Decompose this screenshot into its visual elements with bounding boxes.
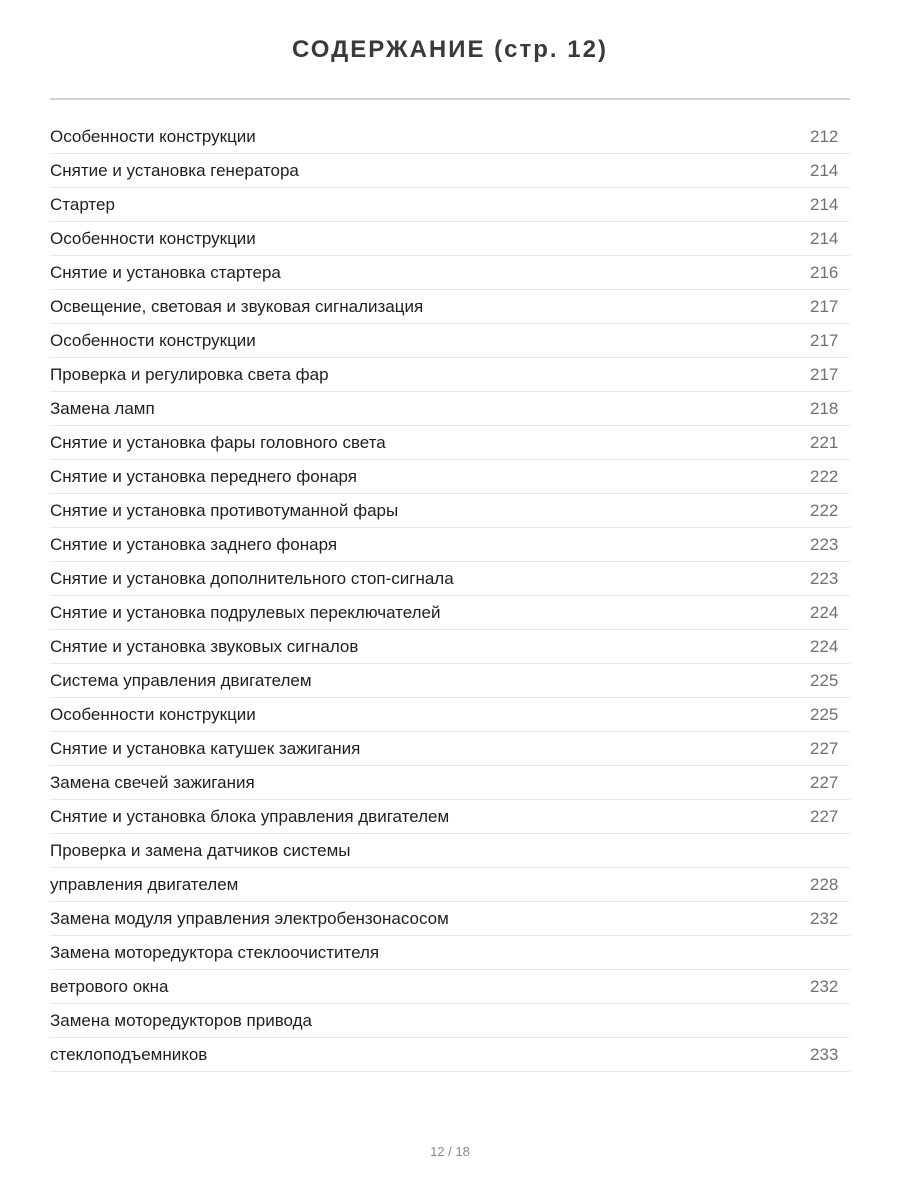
toc-entry-page-number: 214 xyxy=(810,228,839,248)
toc-entry-title: Снятие и установка фары головного света xyxy=(50,432,386,452)
toc-entry-page-number: 217 xyxy=(810,364,839,384)
toc-entry-page-number: 224 xyxy=(810,636,839,656)
toc-entry-page-number: 232 xyxy=(810,908,839,928)
toc-entry[interactable] xyxy=(50,392,850,426)
toc-entry-title: Снятие и установка заднего фонаря xyxy=(50,534,338,554)
toc-entry[interactable] xyxy=(50,630,850,664)
toc-entry-title: Снятие и установка катушек зажигания xyxy=(50,738,361,758)
toc-entry[interactable] xyxy=(50,868,850,902)
toc-entry-title: Особенности конструкции xyxy=(50,228,256,248)
toc-entry-page-number: 233 xyxy=(810,1044,839,1064)
toc-entry-title: ветрового окна xyxy=(50,976,169,996)
toc-entry[interactable] xyxy=(50,528,850,562)
toc-entry-page-number: 214 xyxy=(810,194,839,214)
toc-entry-title: Особенности конструкции xyxy=(50,704,256,724)
toc-entry-title: Освещение, световая и звуковая сигнализация xyxy=(50,296,424,316)
toc-entry-page-number: 228 xyxy=(810,874,839,894)
toc-entry-title: Снятие и установка стартера xyxy=(50,262,281,282)
toc-entry[interactable] xyxy=(50,256,850,290)
toc-entry[interactable] xyxy=(50,698,850,732)
toc-entry-page-number: 216 xyxy=(810,262,839,282)
toc-entry-title: Проверка и замена датчиков системы xyxy=(50,840,351,860)
toc-entry-title: Замена ламп xyxy=(50,398,155,418)
toc-entry-page-number: 218 xyxy=(810,398,839,418)
toc-entry-page-number: 224 xyxy=(810,602,839,622)
toc-entry-page-number: 212 xyxy=(810,126,839,146)
page-title: СОДЕРЖАНИЕ (стр. 12) xyxy=(292,36,608,63)
toc-entry[interactable] xyxy=(50,766,850,800)
toc-entry-page-number: 225 xyxy=(810,704,839,724)
toc-entry-title: Снятие и установка противотуманной фары xyxy=(50,500,399,520)
toc-entry[interactable] xyxy=(50,494,850,528)
toc-entry[interactable] xyxy=(50,664,850,698)
table-of-contents xyxy=(50,120,850,1072)
toc-entry[interactable] xyxy=(50,596,850,630)
toc-entry[interactable] xyxy=(50,970,850,1004)
toc-entry-title: Снятие и установка звуковых сигналов xyxy=(50,636,359,656)
toc-entry-page-number: 222 xyxy=(810,500,839,520)
toc-entry[interactable] xyxy=(50,936,850,970)
toc-entry-page-number: 222 xyxy=(810,466,839,486)
toc-entry-page-number: 225 xyxy=(810,670,839,690)
toc-entry-title: Снятие и установка дополнительного стоп-сигнала xyxy=(50,568,454,588)
toc-entry-title: Замена моторедуктора стеклоочистителя xyxy=(50,942,380,962)
toc-entry-title: Замена моторедукторов привода xyxy=(50,1010,312,1030)
toc-entry-page-number: 227 xyxy=(810,806,839,826)
toc-entry[interactable] xyxy=(50,358,850,392)
toc-entry-title: Снятие и установка переднего фонаря xyxy=(50,466,357,486)
page-indicator: 12 / 18 xyxy=(430,1144,470,1159)
toc-entry[interactable] xyxy=(50,1038,850,1072)
toc-entry[interactable] xyxy=(50,222,850,256)
toc-entry-title: Замена модуля управления электробензонасосом xyxy=(50,908,449,928)
toc-entry-page-number: 232 xyxy=(810,976,839,996)
toc-entry-title: Проверка и регулировка света фар xyxy=(50,364,329,384)
toc-entry[interactable] xyxy=(50,562,850,596)
toc-entry[interactable] xyxy=(50,834,850,868)
toc-entry-title: Стартер xyxy=(50,194,115,214)
toc-entry-title: Особенности конструкции xyxy=(50,126,256,146)
toc-entry[interactable] xyxy=(50,426,850,460)
toc-entry-page-number: 221 xyxy=(810,432,839,452)
toc-entry[interactable] xyxy=(50,800,850,834)
toc-entry-title: стеклоподъемников xyxy=(50,1044,208,1064)
toc-entry-page-number: 217 xyxy=(810,330,839,350)
toc-entry-title: Снятие и установка подрулевых переключателей xyxy=(50,602,441,622)
toc-entry-page-number: 214 xyxy=(810,160,839,180)
toc-entry[interactable] xyxy=(50,1004,850,1038)
toc-entry-title: Особенности конструкции xyxy=(50,330,256,350)
toc-entry-page-number: 223 xyxy=(810,534,839,554)
toc-entry-title: Система управления двигателем xyxy=(50,670,312,690)
toc-entry-page-number: 217 xyxy=(810,296,839,316)
toc-entry-page-number: 227 xyxy=(810,738,839,758)
toc-entry-page-number: 223 xyxy=(810,568,839,588)
toc-entry-page-number: 227 xyxy=(810,772,839,792)
toc-entry[interactable] xyxy=(50,188,850,222)
toc-entry[interactable] xyxy=(50,290,850,324)
toc-entry-title: Снятие и установка блока управления двигателем xyxy=(50,806,450,826)
toc-entry-title: Снятие и установка генератора xyxy=(50,160,299,180)
title-divider xyxy=(50,98,850,100)
toc-entry-title: Замена свечей зажигания xyxy=(50,772,255,792)
toc-entry[interactable] xyxy=(50,460,850,494)
toc-entry[interactable] xyxy=(50,120,850,154)
toc-entry[interactable] xyxy=(50,732,850,766)
toc-entry[interactable] xyxy=(50,902,850,936)
toc-entry[interactable] xyxy=(50,154,850,188)
toc-entry[interactable] xyxy=(50,324,850,358)
toc-entry-title: управления двигателем xyxy=(50,874,239,894)
